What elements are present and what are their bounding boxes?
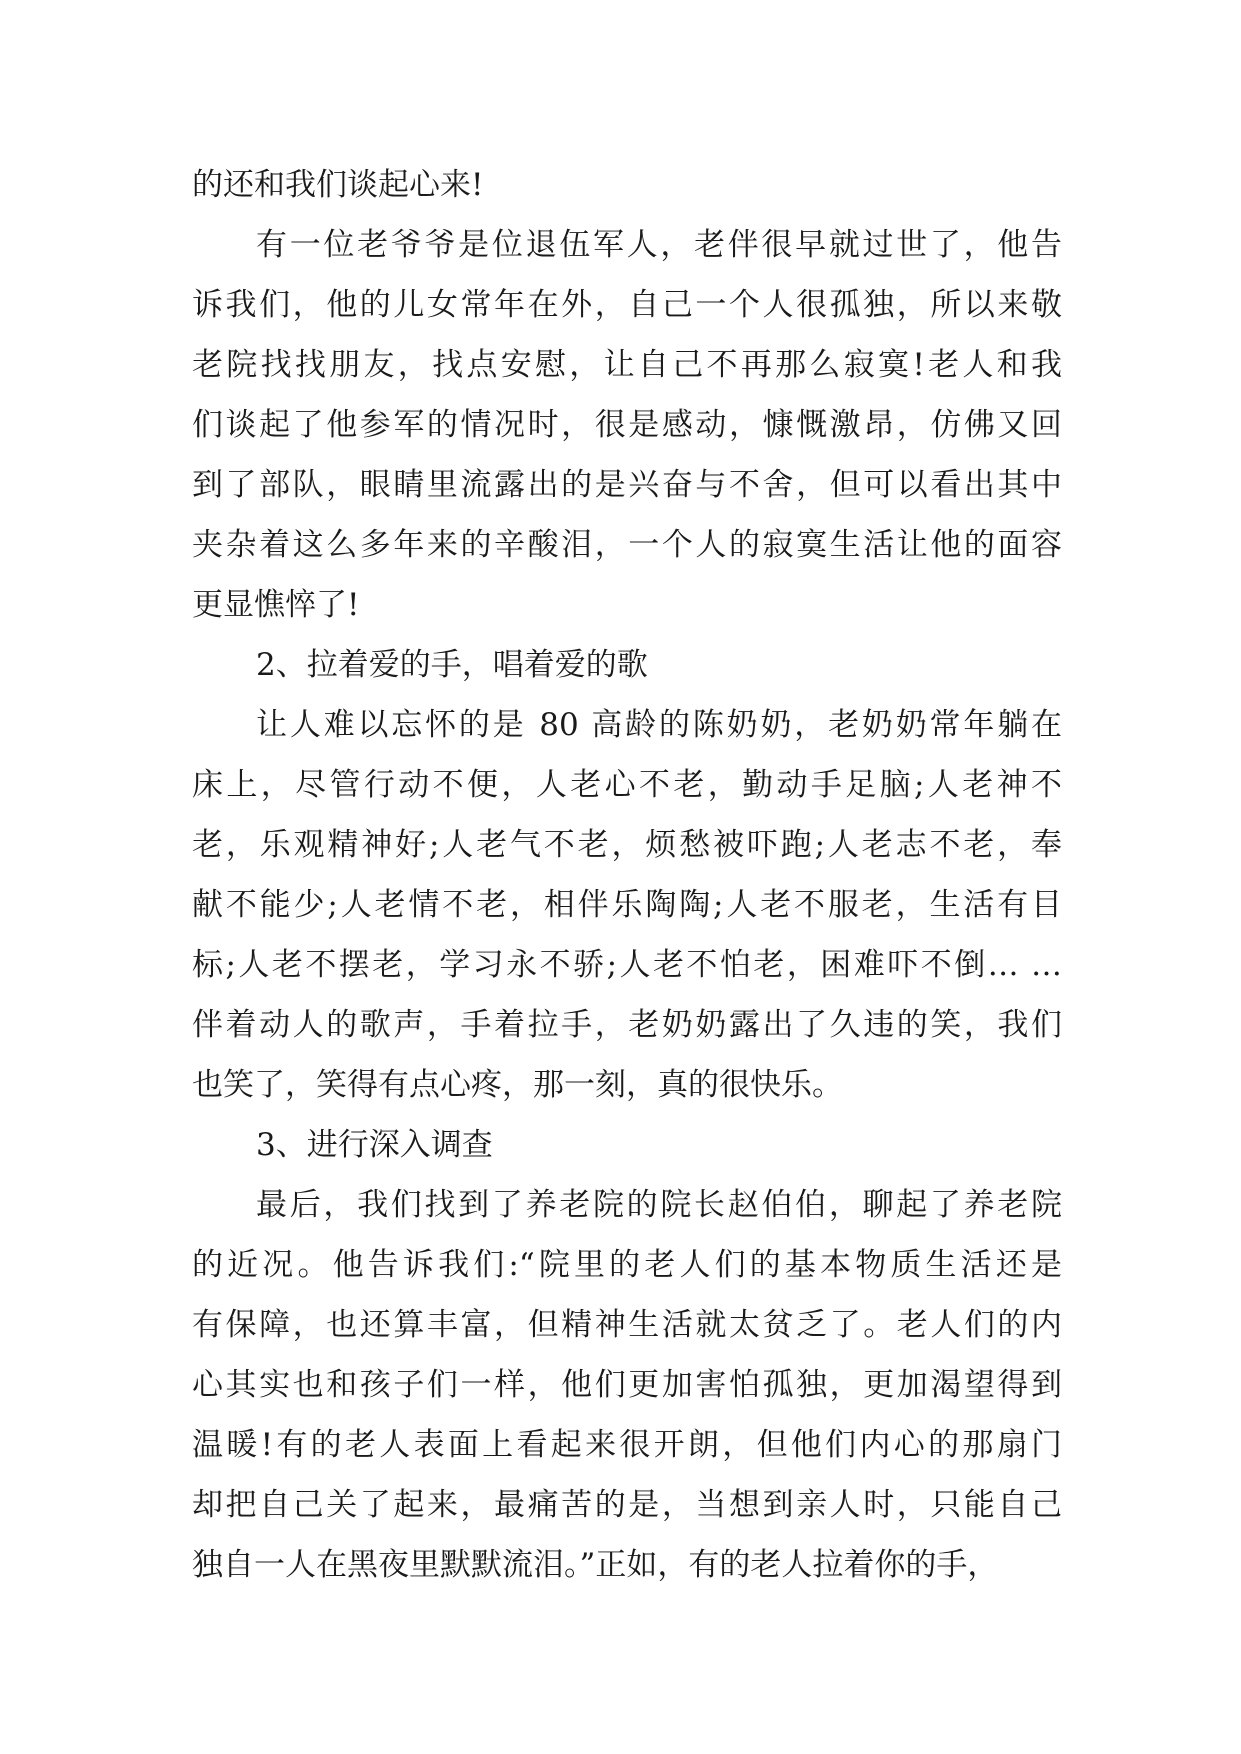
text-line: 床上，尽管行动不便，人老心不老，勤动手足脑;人老神不 <box>192 767 1062 803</box>
text-line: 诉我们，他的儿女常年在外，自己一个人很孤独，所以来敬 <box>192 287 1062 323</box>
section-heading <box>192 1115 1062 1175</box>
text-line: 老，乐观精神好;人老气不老，烦愁被吓跑;人老志不老，奉 <box>192 827 1062 863</box>
paragraph <box>192 695 1062 1115</box>
paragraph <box>192 1175 1062 1595</box>
text-line: 3、进行深入调查 <box>256 1127 493 1163</box>
text-line: 却把自己关了起来，最痛苦的是，当想到亲人时，只能自己 <box>192 1487 1062 1523</box>
text-line: 心其实也和孩子们一样，他们更加害怕孤独，更加渴望得到 <box>192 1367 1062 1403</box>
text-line: 独自一人在黑夜里默默流泪。”正如，有的老人拉着你的手， <box>192 1547 999 1583</box>
text-line: 更显憔悴了! <box>192 587 360 623</box>
text-line: 有保障，也还算丰富，但精神生活就太贫乏了。老人们的内 <box>192 1307 1062 1343</box>
text-line: 的还和我们谈起心来! <box>192 167 484 203</box>
text-line: 有一位老爷爷是位退伍军人，老伴很早就过世了，他告 <box>256 227 1062 263</box>
text-line: 最后，我们找到了养老院的院长赵伯伯，聊起了养老院 <box>256 1187 1062 1223</box>
text-line: 老院找找朋友，找点安慰，让自己不再那么寂寞!老人和我 <box>192 347 1062 383</box>
text-line: 温暖!有的老人表面上看起来很开朗，但他们内心的那扇门 <box>192 1427 1062 1463</box>
text-line: 到了部队，眼睛里流露出的是兴奋与不舍，但可以看出其中 <box>192 467 1062 503</box>
text-line: 们谈起了他参军的情况时，很是感动，慷慨激昂，仿佛又回 <box>192 407 1062 443</box>
text-line: 2、拉着爱的手，唱着爱的歌 <box>256 647 648 683</box>
text-line: 伴着动人的歌声，手着拉手，老奶奶露出了久违的笑，我们 <box>192 1007 1062 1043</box>
section-heading <box>192 635 1062 695</box>
paragraph <box>192 155 1062 215</box>
text-line: 也笑了，笑得有点心疼，那一刻，真的很快乐。 <box>192 1067 843 1103</box>
paragraph <box>192 215 1062 635</box>
text-line: 标;人老不摆老，学习永不骄;人老不怕老，困难吓不倒… … <box>192 947 1062 983</box>
text-line: 的近况。他告诉我们:“院里的老人们的基本物质生活还是 <box>192 1247 1062 1283</box>
text-line: 让人难以忘怀的是 80 高龄的陈奶奶，老奶奶常年躺在 <box>256 707 1062 743</box>
text-line: 夹杂着这么多年来的辛酸泪，一个人的寂寞生活让他的面容 <box>192 527 1062 563</box>
text-line: 献不能少;人老情不老，相伴乐陶陶;人老不服老，生活有目 <box>192 887 1062 923</box>
document-body <box>192 155 1062 1595</box>
